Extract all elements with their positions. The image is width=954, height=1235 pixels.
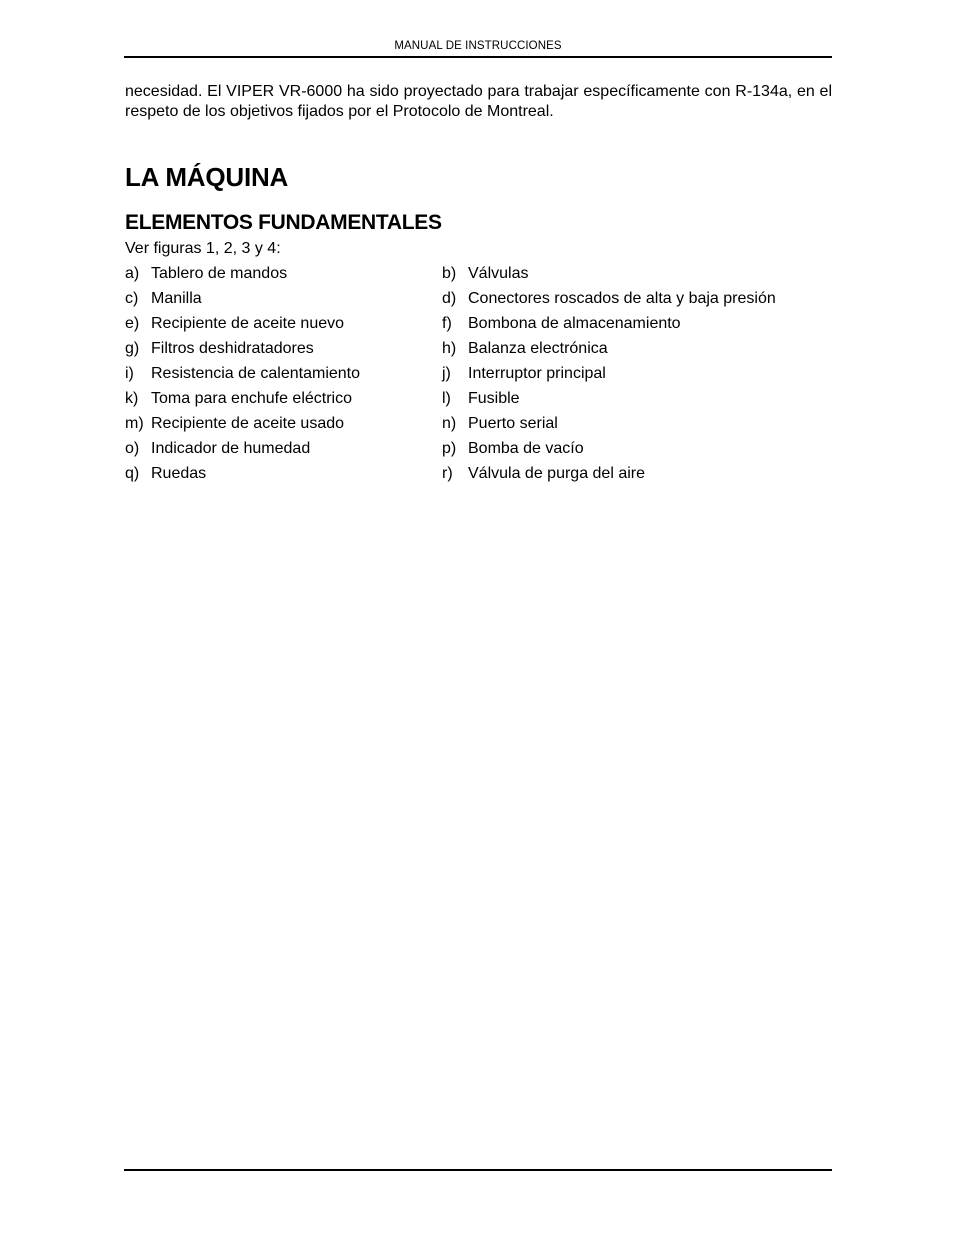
list-item [442, 464, 832, 489]
item-letter: r) [442, 465, 453, 482]
item-text: Tablero de mandos [151, 265, 288, 282]
item-text: Bomba de vacío [468, 440, 584, 457]
item-text: Válvula de purga del aire [468, 465, 646, 482]
item-text: Fusible [468, 390, 520, 407]
list-item [125, 439, 442, 464]
item-text: Balanza electrónica [468, 340, 608, 357]
item-letter: c) [125, 290, 139, 307]
list-item [125, 464, 442, 489]
item-letter: f) [442, 315, 452, 332]
list-item [442, 414, 832, 439]
list-item [125, 264, 442, 289]
list-item [442, 264, 832, 289]
item-text: Resistencia de calentamiento [151, 365, 361, 382]
item-letter: b) [442, 265, 457, 282]
item-text: Bombona de almacenamiento [468, 315, 681, 332]
item-letter: d) [442, 290, 457, 307]
item-text: Puerto serial [468, 415, 558, 432]
page-header: MANUAL DE INSTRUCCIONES [394, 40, 562, 52]
item-letter: n) [442, 415, 457, 432]
list-item [442, 314, 832, 339]
item-letter: p) [442, 440, 457, 457]
list-item [125, 339, 442, 364]
footer-divider [124, 1169, 832, 1171]
item-text: Válvulas [468, 265, 529, 282]
item-letter: q) [125, 465, 140, 482]
list-item [125, 364, 442, 389]
item-text: Manilla [151, 290, 202, 307]
item-text: Conectores roscados de alta y baja presión [468, 290, 776, 307]
section-title: LA MÁQUINA [125, 162, 289, 192]
intro-paragraph: necesidad. El VIPER VR-6000 ha sido proyectado para trabajar específicamente con R-134a, en el respeto de los objetivos fijados por el Protocolo de Montreal. [125, 83, 832, 120]
elements-list [125, 264, 832, 489]
item-letter: e) [125, 315, 140, 332]
header-divider [124, 56, 832, 58]
item-letter: j) [442, 365, 451, 382]
subsection-title: ELEMENTOS FUNDAMENTALES [125, 211, 442, 234]
item-letter: k) [125, 390, 139, 407]
item-text: Indicador de humedad [151, 440, 311, 457]
item-letter: g) [125, 340, 140, 357]
list-item [125, 389, 442, 414]
list-item [125, 289, 442, 314]
figures-reference: Ver figuras 1, 2, 3 y 4: [125, 240, 281, 257]
item-text: Interruptor principal [468, 365, 606, 382]
item-text: Filtros deshidratadores [151, 340, 314, 357]
list-item [125, 414, 442, 439]
item-text: Toma para enchufe eléctrico [151, 390, 352, 407]
item-letter: m) [125, 415, 144, 432]
list-item [442, 364, 832, 389]
item-letter: l) [442, 390, 451, 407]
list-item [442, 439, 832, 464]
item-letter: o) [125, 440, 140, 457]
list-item [442, 389, 832, 414]
item-text: Recipiente de aceite usado [151, 415, 345, 432]
item-text: Recipiente de aceite nuevo [151, 315, 345, 332]
item-text: Ruedas [151, 465, 207, 482]
list-item [442, 339, 832, 364]
list-item [125, 314, 442, 339]
item-letter: i) [125, 365, 134, 382]
item-letter: h) [442, 340, 457, 357]
item-letter: a) [125, 265, 140, 282]
list-item [442, 289, 832, 314]
